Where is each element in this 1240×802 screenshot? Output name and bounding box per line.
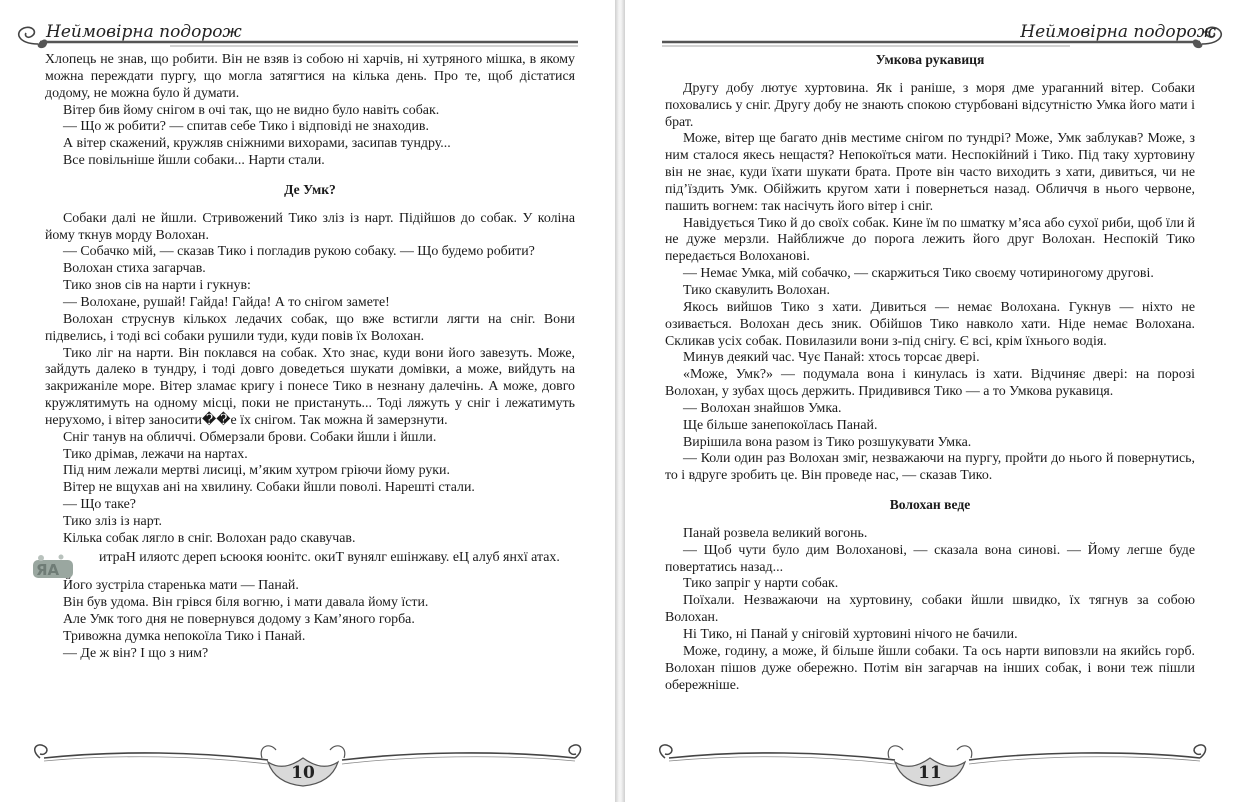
paragraph: А вітер скажений, кружляв сніжними вихорами, засипав тундру...: [63, 136, 451, 152]
paragraph: Тико знов сів на нарти і гукнув:: [63, 278, 251, 294]
paragraph: Панай розвела великий вогонь.: [683, 525, 868, 541]
paragraph: Під ним лежали мертві лисиці, м’яким хутром гріючи йому руки.: [63, 463, 450, 479]
left-page: [0, 0, 615, 802]
paragraph: Але Умк того дня не повернувся додому з Кам’яного горба.: [63, 612, 415, 628]
left-footer: [0, 740, 615, 802]
paragraph: Поїхали. Незважаючи на хуртовину, собаки йшли швидко, їх тягнув за собою Волохан.: [665, 593, 1195, 626]
chapter-heading: Волохан веде: [889, 497, 971, 513]
paragraph: Може, вітер ще багато днів местиме снігом по тундрі? Може, Умк заблукав? Може, з ним сталося якесь нещастя? Непокоїться мати. Неспокійний і Тико. Під таку хуртовину він не знає, куди їхати шукати брата. Проте він часто виходить з хати, дивиться, чи не під’їздить Умк. Обійжить кругом хати і повернеться назад. Обличчя в нього червоне, пашить вогнем: так насічуть його вітер і сніг.: [665, 131, 1195, 214]
paragraph: Ні Тико, ні Панай у сніговій хуртовині нічого не бачили.: [683, 627, 1018, 642]
paragraph: Тико зліз із нарт.: [63, 513, 162, 529]
right-text-column: [665, 52, 1195, 694]
paragraph: — Собачко мій, — сказав Тико і погладив рукою собаку. — Що будемо робити?: [63, 244, 535, 260]
right-section-1: [665, 81, 1195, 485]
paragraph: — Що таке?: [63, 497, 136, 513]
paragraph: Сніг танув на обличчі. Обмерзали брови. Собаки йшли і йшли.: [63, 429, 437, 445]
right-page: [625, 0, 1240, 802]
reading-ribbon-icon: [31, 552, 75, 582]
paragraph: Собаки далі не йшли. Стривожений Тико зліз із нарт. Підійшов до собак. У коліна йому ткнув морду Волохан.: [45, 210, 575, 243]
paragraph: Тико дрімав, лежачи на нартах.: [63, 446, 248, 462]
paragraph: Волохан стиха загарчав.: [63, 261, 206, 277]
left-section-3: [45, 578, 575, 662]
paragraph: Вітер бив йому снігом в очі так, що не видно було навіть собак.: [63, 102, 440, 118]
paragraph: — Щоб чути було дим Волохановi, — сказала вона синові. — Йому легше буде повертатись назад...: [665, 542, 1195, 575]
paragraph: Може, годину, а може, й більше йшли собаки. Та ось нарти виповзли на якийсь горб. Волохан пішов дуже обережно. Потім він загарчав на інших собак, і вони теж пішли обережніше.: [665, 643, 1195, 693]
running-head: Неймовірна подорож: [46, 22, 242, 42]
paragraph: — Де ж він? І що з ним?: [63, 645, 209, 661]
paragraph: — Немає Умка, мій собачко, — скаржиться Тико своєму чотириногому другові.: [683, 266, 1154, 282]
paragraph: — Волохане, рушай! Гайда! Гайда! А то снігом замете!: [63, 294, 390, 310]
paragraph: Все повільніше йшли собаки... Нарти стали.: [63, 153, 325, 169]
paragraph: Він був удома. Він грівся біля вогню, і мати давала йому їсти.: [63, 595, 429, 611]
left-section-2: [45, 211, 575, 548]
book-gutter: [615, 0, 625, 802]
paragraph: «Може, Умк?» — подумала вона і кинулась із хати. Відчиняє двері: на порозі Волохан, у зубах щось держить. Придивився Тико — а то Умкова рукавиця.: [665, 367, 1195, 400]
page-number: 11: [918, 763, 942, 783]
chapter-heading: Де Умк?: [284, 181, 336, 197]
paragraph: Якось вийшов Тико з хати. Дивиться — немає Волохана. Гукнув — ніхто не озивається. Волохан десь зник. Обійшов Тико навколо хати. Ніде немає Волохана. Скликав усіх собак. Повилазили вони з-під снігу. Є всі, крім їхнього водія.: [665, 299, 1195, 349]
paragraph: Хлопець не знав, що робити. Він не взяв із собою ні харчів, ні хутряного мішка, в якому можна переждати пургу, що могла затягтися на кілька день. Про те, щоб дістатися додому, не можна було й думати.: [45, 52, 575, 101]
paragraph: Другу добу лютує хуртовина. Як і раніше, з моря дме ураганний вітер. Собаки поховались у сніг. Другу добу не знають спокою стурбовані відсутністю Умка його мати і брат.: [665, 80, 1195, 130]
paragraph: Його зустріла старенька мати — Панай.: [63, 578, 299, 594]
paragraph: Тико скавулить Волохан.: [683, 282, 830, 298]
svg-text:ЯА: ЯА: [36, 560, 60, 579]
page-number: 10: [291, 763, 315, 783]
mirror-text: итраН иляотс дерeп ьсюокя юонітс. окиТ вунялг ешінжаву. еЦ алуб янхї атах.: [99, 549, 560, 565]
left-section-1: [45, 52, 575, 170]
paragraph: Тривожна думка непокоїла Тико і Панай.: [63, 629, 306, 644]
paragraph: — Коли один раз Волохан зміг, незважаючи на пургу, пройти до нього й повернутись, то і вдруге зробить це. Він проведе нас, — сказав Тико.: [665, 451, 1195, 484]
mirror-text-block: [36, 549, 575, 579]
paragraph: Навідується Тико й до своїх собак. Кине їм по шматку м’яса або сухої риби, щоб їли й не дуже мерзли. Найближче до порога лежить його друг Волохан. Неспокій Тико передається Волохановi.: [665, 215, 1195, 265]
paragraph: Ще більше занепокоїлась Панай.: [683, 417, 878, 433]
paragraph: — Волохан знайшов Умка.: [683, 400, 842, 416]
paragraph: Волохан струснув кількох ледачих собак, що вже встигли лягти на сніг. Вони підвелись, і тоді всі собаки рушили туди, куди повів їх Волохан.: [45, 311, 575, 344]
paragraph: Вирішила вона разом із Тико розшукувати Умка.: [683, 434, 972, 450]
paragraph: Тико ліг на нарти. Він поклався на собак. Хто знає, куди вони його завезуть. Може, зайдуть далеко в тундру, і тоді довго доведеться шукати домівки, а може, вийдуть на закрижаніле море. Вітер зламає кригу і понесе Тико в незнану далечінь. А може, довго кружлятимуть на одному місці, поки не пристануть... Тоді ляжуть у сніг і лежатимуть нерухомо, і вітер заносити��е їх снігом. Так можна й замерзнути.: [45, 345, 575, 428]
paragraph: Вітер не вщухав ані на хвилину. Собаки йшли повoлі. Нарешті стали.: [63, 480, 475, 496]
paragraph: Тико запріг у нарти собак.: [683, 576, 839, 592]
left-text-column: [36, 52, 575, 663]
right-footer: [625, 740, 1240, 802]
right-section-2: [665, 526, 1195, 694]
paragraph: Минув деякий час. Чує Панай: хтось торсає двері.: [683, 350, 980, 366]
paragraph: — Що ж робити? — спитав себе Тико і відповіді не знаходив.: [63, 119, 429, 135]
running-head: Неймовірна подорож: [1020, 22, 1216, 42]
paragraph: Кілька собак лягло в сніг. Волохан радо скавучав.: [63, 530, 356, 546]
chapter-heading: Умкова рукавиця: [875, 52, 985, 67]
